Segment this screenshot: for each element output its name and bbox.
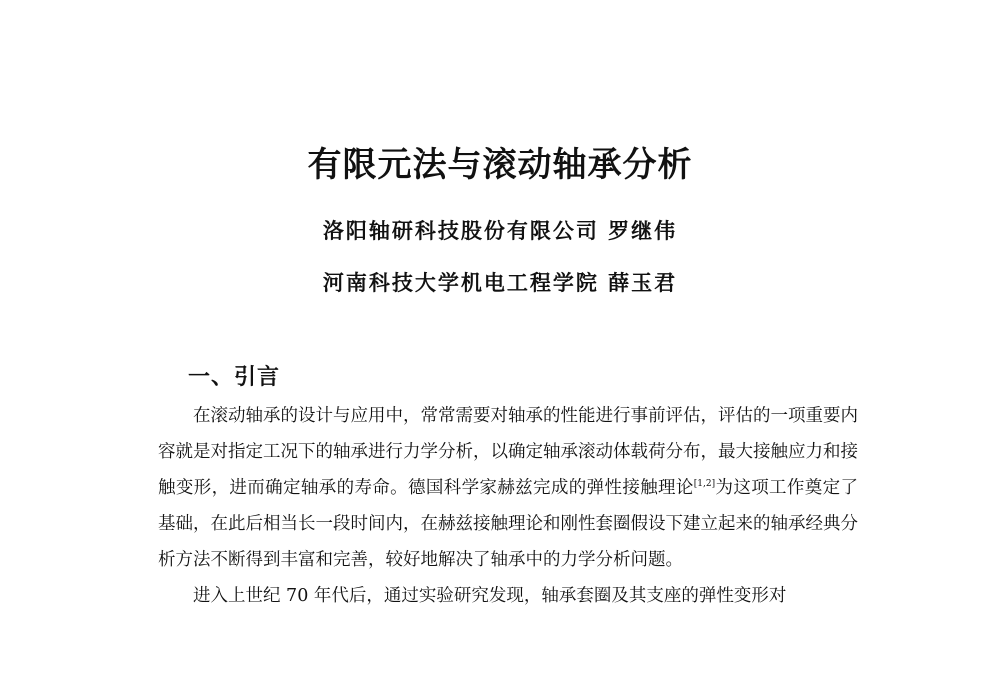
citation-marker: [1,2] (693, 479, 716, 490)
paper-title: 有限元法与滚动轴承分析 (307, 145, 693, 185)
paragraph-2: 进入上世纪 70 年代后，通过实验研究发现，轴承套圈及其支座的弹性变形对 (193, 586, 787, 606)
section-heading-introduction: 一、引言 (188, 364, 281, 390)
paragraph-1-text-b: 为这项工作奠定了基础，在此后相当长一段时间内，在赫兹接触理论和刚性套圈假设下建立起来的轴承经典分析方法不断得到丰富和完善，较好地解决了轴承中的力学分析问题。 (158, 478, 858, 570)
author-affiliation-2: 河南科技大学机电工程学院 薛玉君 (322, 270, 678, 295)
body-text (158, 398, 858, 614)
paragraph-1 (158, 398, 858, 578)
author-affiliation-1: 洛阳轴研科技股份有限公司 罗继伟 (322, 218, 678, 243)
paragraph-1-text-a: 在滚动轴承的设计与应用中，常常需要对轴承的性能进行事前评估，评估的一项重要内容就是对指定工况下的轴承进行力学分析，以确定轴承滚动体载荷分布，最大接触应力和接触变形，进而确定轴承的寿命。德国科学家赫兹完成的弹性接触理论 (158, 406, 858, 498)
